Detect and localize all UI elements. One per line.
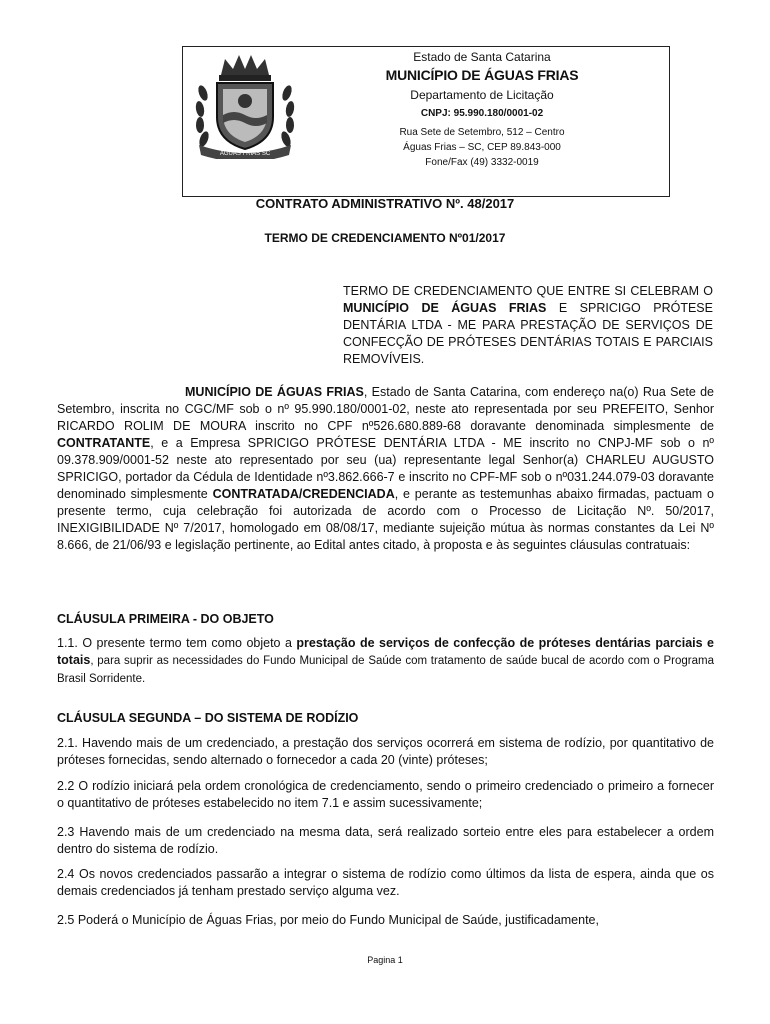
clause-2-1: 2.1. Havendo mais de um credenciado, a prestação dos serviços ocorrerá em sistema de rodízio, por quantitativo de próteses fornecidas, sendo alternado o fornecedor a cada 20 (vinte) próteses;	[57, 736, 714, 767]
clause-2-3: 2.3 Havendo mais de um credenciado na mesma data, será realizado sorteio entre eles para estabelecer a ordem dentro do sistema de rodízio.	[57, 825, 714, 856]
contract-title: CONTRATO ADMINISTRATIVO Nº. 48/2017	[255, 196, 515, 211]
address-line-1: Rua Sete de Setembro, 512 – Centro	[399, 127, 565, 138]
state-name: Estado de Santa Catarina	[413, 50, 551, 64]
clause-1-1-bold: prestação de serviços de confecção de próteses dentárias parciais e totais	[57, 636, 714, 667]
address	[313, 125, 651, 170]
clause-2-heading: CLÁUSULA SEGUNDA – DO SISTEMA DE RODÍZIO	[57, 711, 359, 725]
ementa-text-2: E SPRICIGO PRÓTESE DENTÁRIA LTDA - ME PARA PRESTAÇÃO DE SERVIÇOS DE CONFECÇÃO DE PRÓTESES DENTÁRIAS TOTAIS E PARCIAIS REMOVÍVEIS.	[343, 301, 713, 366]
clause-2-4: 2.4 Os novos credenciados passarão a integrar o sistema de rodízio como últimos da lista de espera, ainda que os demais credenciados já tenham prestado serviço alguma vez.	[57, 867, 714, 898]
ementa-bold: MUNICÍPIO DE ÁGUAS FRIAS	[343, 301, 547, 315]
clause-1-1-text-2: , para suprir as necessidades do Fundo Municipal de Saúde com tratamento de saúde bucal de acordo com o Programa Brasil Sorridente.	[57, 655, 714, 685]
preamble-text-1: , Estado de Santa Catarina, com endereço na(o) Rua Sete de Setembro, inscrita no CGC/MF sob o nº 95.990.180/0001-02, neste ato representada por seu PREFEITO, Senhor RICARDO ROLIM DE MOURA inscrito no CPF nº526.680.889-68 doravante denominada simplesmente de	[57, 385, 714, 433]
letterhead-text	[313, 47, 651, 170]
coat-of-arms-icon	[189, 53, 301, 159]
ementa	[343, 283, 713, 368]
clause-2-5: 2.5 Poderá o Município de Águas Frias, por meio do Fundo Municipal de Saúde, justificadamente,	[57, 913, 599, 927]
clause-1-heading: CLÁUSULA PRIMEIRA - DO OBJETO	[57, 612, 274, 626]
svg-text:ÁGUAS FRIAS SC: ÁGUAS FRIAS SC	[219, 151, 271, 157]
department-name: Departamento de Licitação	[410, 88, 554, 102]
municipality-name: MUNICÍPIO DE ÁGUAS FRIAS	[385, 67, 579, 83]
page-number: Pagina 1	[367, 955, 403, 965]
preamble-bold-1: MUNICÍPIO DE ÁGUAS FRIAS	[185, 385, 364, 399]
letterhead	[182, 46, 670, 197]
preamble-bold-3: CONTRATADA/CREDENCIADA	[212, 487, 395, 501]
preamble-bold-2: CONTRATANTE	[57, 436, 151, 450]
clause-1-1-text: 1.1. O presente termo tem como objeto a	[57, 636, 297, 650]
contract-subtitle: TERMO DE CREDENCIAMENTO Nº01/2017	[264, 231, 506, 245]
cnpj: CNPJ: 95.990.180/0001-02	[420, 108, 544, 119]
clause-2-2: 2.2 O rodízio iniciará pela ordem cronológica de credenciamento, sendo o primeiro credenciado o primeiro a fornecer o quantitativo de próteses estabelecido no item 7.1 e assim sucessivamente;	[57, 779, 714, 810]
ementa-text: TERMO DE CREDENCIAMENTO QUE ENTRE SI CELEBRAM O	[343, 284, 713, 298]
clause-1-1	[57, 635, 714, 688]
preamble-text-3: , e perante as testemunhas abaixo firmadas, pactuam o presente termo, cuja celebração foi autorizada de acordo com o Processo de Licitação Nº. 50/2017, INEXIGIBILIDADE Nº 7/2017, homologado em 08/08/17, mediante sujeição mútua às normas constantes da Lei Nº 8.666, de 21/06/93 e legislação pertinente, ao Edital antes citado, à proposta e às seguintes cláusulas contratuais:	[57, 487, 714, 552]
address-line-2: Águas Frias – SC, CEP 89.843-000	[403, 142, 561, 153]
preamble-paragraph	[57, 384, 714, 554]
phone: Fone/Fax (49) 3332-0019	[425, 157, 539, 168]
preamble-text-2: , e a Empresa SPRICIGO PRÓTESE DENTÁRIA LTDA - ME inscrito no CNPJ-MF sob o nº 09.378.909/0001-52 neste ato representado por seu (ua) representante legal Senhor(a) CHARLEU AUGUSTO SPRICIGO, portador da Cédula de Identidade nº3.862.666-7 e inscrito no CPF-MF sob o nº031.244.079-03 doravante denominado simplesmente	[57, 436, 714, 501]
